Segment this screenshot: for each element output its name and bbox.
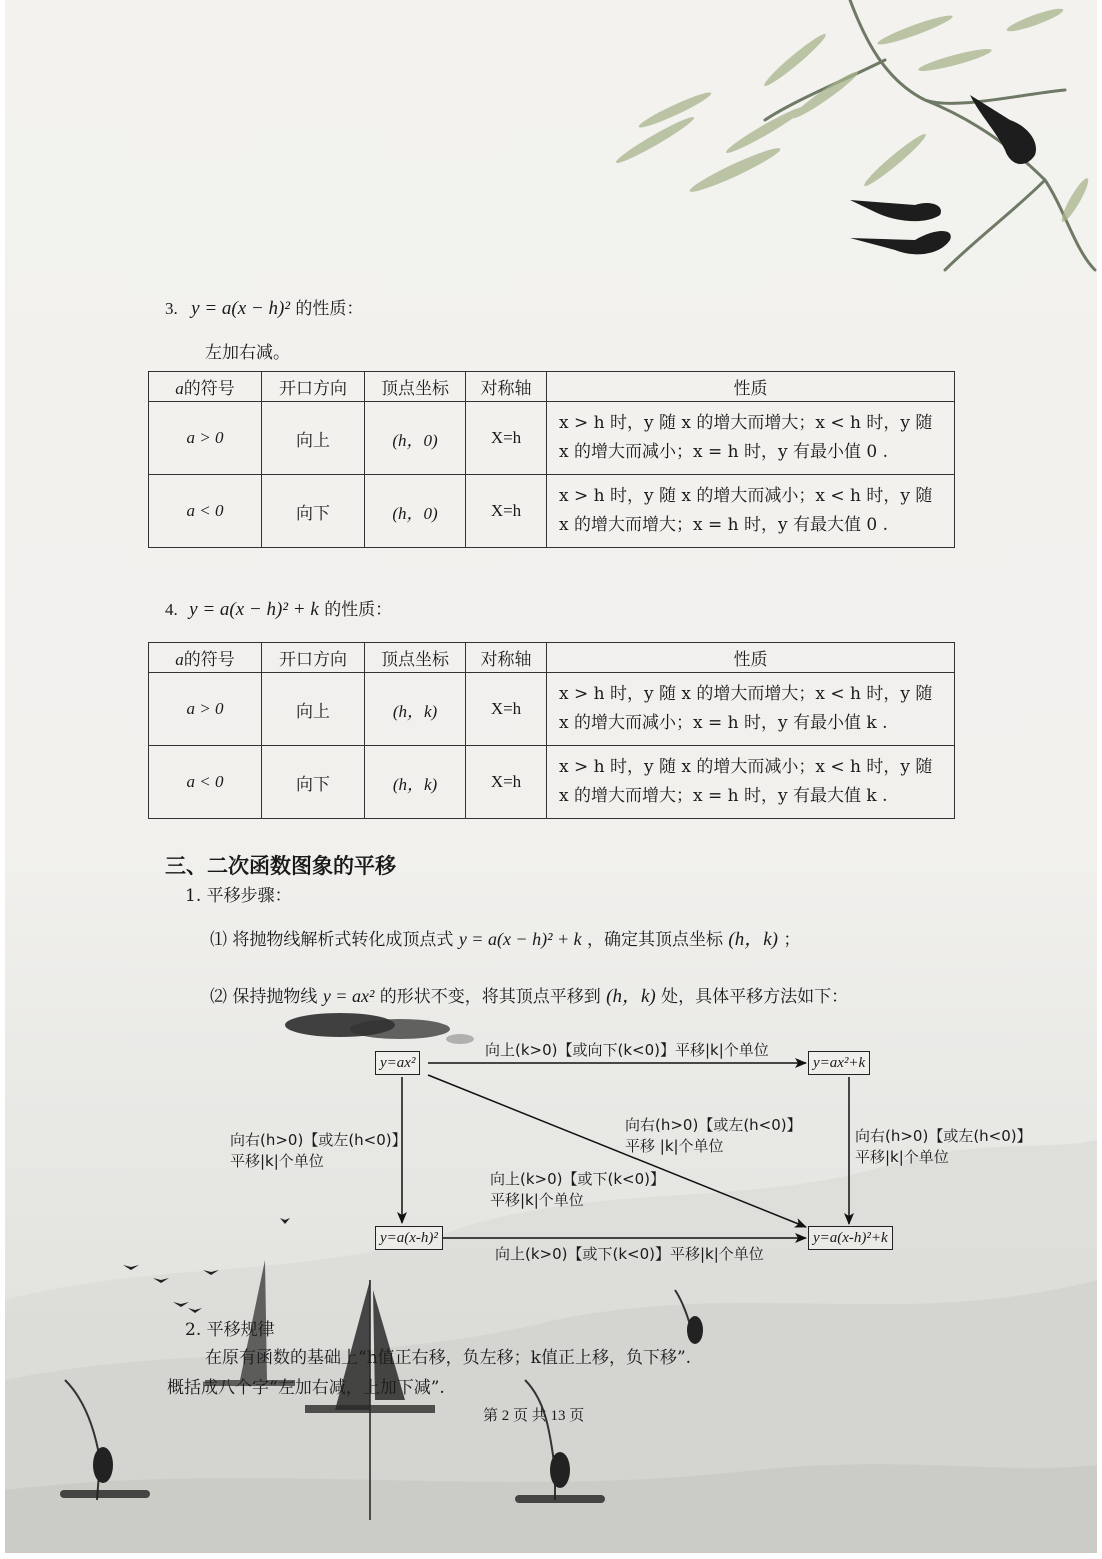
node-y-a-x-minus-h-sq-plus-k: y=a(x-h)²+k <box>808 1226 893 1250</box>
label-top: 向上(k>0)【或向下(k<0)】平移|k|个单位 <box>485 1041 769 1059</box>
step1-mid: ，确定其顶点坐标 <box>587 930 724 950</box>
section3-formula: y = a(x − h)² <box>191 298 291 319</box>
header-axis: 对称轴 <box>466 643 547 673</box>
property-line: x 的增大而减小；x = h 时，y 有最小值 0 . <box>559 442 889 462</box>
property-line: x > h 时，y 随 x 的增大而增大；x < h 时，y 随 <box>559 413 933 433</box>
node-y-a-x-minus-h-sq: y=a(x-h)² <box>375 1226 443 1250</box>
cell-vertex: (h，k) <box>365 673 466 746</box>
header-vertex: 顶点坐标 <box>365 643 466 673</box>
node-y-ax2-plus-k: y=ax²+k <box>808 1051 870 1075</box>
label-diagonal-a-line1: 向右(h>0)【或左(h<0)】 <box>625 1116 802 1134</box>
property-line: x > h 时，y 随 x 的增大而减小；x < h 时，y 随 <box>559 486 933 506</box>
step1-end: ； <box>783 930 801 950</box>
label-diagonal-b <box>490 1169 665 1211</box>
rule-heading: 2. 平移规律 <box>185 1320 275 1340</box>
label-left-line2: 平移|k|个单位 <box>230 1152 324 1170</box>
header-sign: a的符号 <box>149 643 262 673</box>
step2-coord: (h，k) <box>606 986 656 1007</box>
section4-formula: y = a(x − h)² + k <box>189 599 319 620</box>
label-right-line2: 平移|k|个单位 <box>855 1148 949 1166</box>
header-property: 性质 <box>547 372 955 402</box>
translation-diagram-arrows <box>5 0 1097 1300</box>
label-diagonal-b-line1: 向上(k>0)【或下(k<0)】 <box>490 1170 666 1188</box>
page-number: 第 2 页 共 13 页 <box>483 1408 585 1424</box>
step-heading: 1. 平移步骤： <box>185 886 292 906</box>
cell-vertex: (h，k) <box>365 746 466 819</box>
property-line: x > h 时，y 随 x 的增大而减小；x < h 时，y 随 <box>559 757 933 777</box>
cell-sign: a < 0 <box>149 746 262 819</box>
cell-direction: 向上 <box>262 402 365 475</box>
section4-number: 4. <box>165 600 178 619</box>
property-line: x 的增大而增大；x = h 时，y 有最大值 k . <box>559 786 888 806</box>
property-line: x 的增大而减小；x = h 时，y 有最小值 k . <box>559 713 888 733</box>
cell-axis: X=h <box>466 402 547 475</box>
label-right <box>855 1126 1032 1168</box>
section3-number: 3. <box>165 299 178 318</box>
section3-note: 左加右减。 <box>205 343 290 363</box>
cell-sign: a > 0 <box>149 402 262 475</box>
document-page <box>5 0 1097 1553</box>
rule-line1: 在原有函数的基础上“h值正右移，负左移；k值正上移，负下移”. <box>205 1348 692 1368</box>
label-diagonal-a <box>625 1115 802 1157</box>
cell-axis: X=h <box>466 673 547 746</box>
step1-text: ⑴ 将抛物线解析式转化成顶点式 <box>210 930 454 950</box>
header-direction: 开口方向 <box>262 372 365 402</box>
rule-line2: 概括成八个字“左加右减，上加下减”. <box>167 1378 445 1398</box>
cell-axis: X=h <box>466 746 547 819</box>
step1-coord: (h，k) <box>728 929 779 950</box>
label-left <box>230 1130 407 1172</box>
cell-direction: 向下 <box>262 746 365 819</box>
step1-formula: y = a(x − h)² + k <box>458 929 582 949</box>
property-line: x 的增大而增大；x = h 时，y 有最大值 0 . <box>559 515 889 535</box>
header-vertex: 顶点坐标 <box>365 372 466 402</box>
step2-text: ⑵ 保持抛物线 <box>210 987 318 1007</box>
cell-sign: a < 0 <box>149 475 262 548</box>
cell-direction: 向下 <box>262 475 365 548</box>
node-y-ax2: y=ax² <box>375 1051 420 1075</box>
label-diagonal-a-line2: 平移 |k|个单位 <box>625 1137 724 1155</box>
step2-mid: 的形状不变，将其顶点平移到 <box>379 987 601 1007</box>
cell-direction: 向上 <box>262 673 365 746</box>
header-direction: 开口方向 <box>262 643 365 673</box>
header-property: 性质 <box>547 643 955 673</box>
header-axis: 对称轴 <box>466 372 547 402</box>
step2-formula: y = ax² <box>322 986 375 1006</box>
property-line: x > h 时，y 随 x 的增大而增大；x < h 时，y 随 <box>559 684 933 704</box>
chapter-title: 三、二次函数图象的平移 <box>165 854 396 878</box>
label-bottom: 向上(k>0)【或下(k<0)】平移|k|个单位 <box>495 1245 764 1263</box>
cell-sign: a > 0 <box>149 673 262 746</box>
step2-end: 处，具体平移方法如下： <box>661 987 849 1007</box>
section3-suffix: 的性质： <box>295 299 364 319</box>
header-sign: a的符号 <box>149 372 262 402</box>
label-right-line1: 向右(h>0)【或左(h<0)】 <box>855 1127 1032 1145</box>
label-left-line1: 向右(h>0)【或左(h<0)】 <box>230 1131 407 1149</box>
cell-vertex: (h，0) <box>365 402 466 475</box>
cell-vertex: (h，0) <box>365 475 466 548</box>
cell-axis: X=h <box>466 475 547 548</box>
label-diagonal-b-line2: 平移|k|个单位 <box>490 1191 584 1209</box>
section4-suffix: 的性质： <box>324 600 393 620</box>
